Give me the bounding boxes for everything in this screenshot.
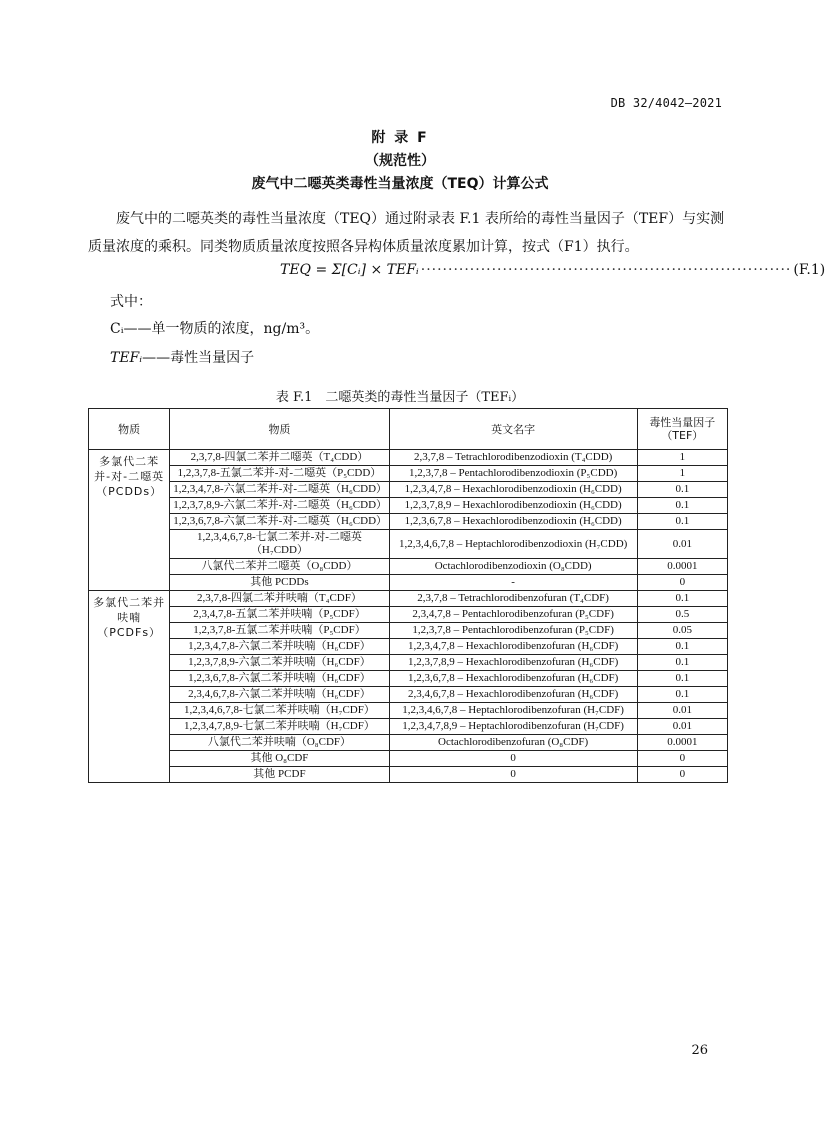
english-name-cell: 1,2,3,4,7,8,9 – Heptachlorodibenzofuran (H₇CDF) <box>389 719 637 735</box>
substance-cell: 1,2,3,7,8-五氯二苯并呋喃（P₅CDF） <box>170 623 389 639</box>
tef-definition <box>110 347 254 367</box>
appendix-title: 附 录 F <box>371 130 429 146</box>
header-english-name: 英文名字 <box>389 409 637 450</box>
english-name-cell: 1,2,3,4,7,8 – Hexachlorodibenzofuran (H₆CDF) <box>389 639 637 655</box>
english-name-cell: Octachlorodibenzofuran (O₈CDF) <box>389 735 637 751</box>
formula-number: (F.1) <box>793 262 825 278</box>
tef-cell: 0.1 <box>637 687 727 703</box>
ci-definition: Cᵢ——单一物质的浓度，ng/m³。 <box>110 321 320 337</box>
tef-cell: 0.01 <box>637 719 727 735</box>
english-name-cell: 1,2,3,4,6,7,8 – Heptachlorodibenzodioxin (H₇CDD) <box>389 530 637 559</box>
substance-cell: 1,2,3,4,7,8-六氯二苯并-对-二噁英（H₆CDD） <box>170 482 389 498</box>
table-row <box>89 735 728 751</box>
english-name-cell: 1,2,3,7,8,9 – Hexachlorodibenzodioxin (H₆CDD) <box>389 498 637 514</box>
tef-description: ——毒性当量因子 <box>142 350 255 366</box>
appendix-nature: （规范性） <box>365 153 435 169</box>
table-row <box>89 687 728 703</box>
table-row <box>89 466 728 482</box>
table-row <box>89 639 728 655</box>
tef-cell: 1 <box>637 466 727 482</box>
table-row <box>89 498 728 514</box>
table-row <box>89 607 728 623</box>
english-name-cell: Octachlorodibenzodioxin (O₈CDD) <box>389 559 637 575</box>
table-row <box>89 671 728 687</box>
substance-cell: 1,2,3,6,7,8-六氯二苯并-对-二噁英（H₆CDD） <box>170 514 389 530</box>
substance-cell: 其他 O₈CDF <box>170 751 389 767</box>
appendix-heading: 废气中二噁英类毒性当量浓度（TEQ）计算公式 <box>251 176 549 192</box>
tef-cell: 0.5 <box>637 607 727 623</box>
table-row <box>89 703 728 719</box>
table-row <box>89 559 728 575</box>
tef-cell: 0.01 <box>637 530 727 559</box>
table-row <box>89 514 728 530</box>
substance-cell: 2,3,7,8-四氯二苯并呋喃（T₄CDF） <box>170 591 389 607</box>
tef-cell: 0 <box>637 575 727 591</box>
substance-cell: 1,2,3,7,8,9-六氯二苯并-对-二噁英（H₆CDD） <box>170 498 389 514</box>
english-name-cell: 1,2,3,7,8 – Pentachlorodibenzofuran (P₅CDF) <box>389 623 637 639</box>
substance-cell: 其他 PCDF <box>170 767 389 783</box>
tef-cell: 0.1 <box>637 498 727 514</box>
table-row <box>89 482 728 498</box>
header-tef: 毒性当量因子（TEF） <box>637 409 727 450</box>
english-name-cell: - <box>389 575 637 591</box>
substance-cell: 其他 PCDDs <box>170 575 389 591</box>
formula-f1 <box>280 262 825 278</box>
english-name-cell: 1,2,3,4,6,7,8 – Heptachlorodibenzofuran (H₇CDF) <box>389 703 637 719</box>
formula-leader-dots: ···································································· <box>420 262 792 278</box>
where-label: 式中： <box>110 294 152 310</box>
tef-cell: 1 <box>637 450 727 466</box>
english-name-cell: 2,3,7,8 – Tetrachlorodibenzofuran (T₄CDF) <box>389 591 637 607</box>
table-row <box>89 719 728 735</box>
table-row <box>89 450 728 466</box>
formula-expression: TEQ = Σ[Cᵢ] × TEFᵢ <box>280 262 419 278</box>
tef-cell: 0.1 <box>637 591 727 607</box>
substance-cell: 1,2,3,4,7,8,9-七氯二苯并呋喃（H₇CDF） <box>170 719 389 735</box>
table-row <box>89 655 728 671</box>
substance-cell: 2,3,7,8-四氯二苯并二噁英（T₄CDD） <box>170 450 389 466</box>
tef-table <box>88 408 728 783</box>
table-row <box>89 575 728 591</box>
tef-cell: 0.0001 <box>637 735 727 751</box>
substance-cell: 1,2,3,4,6,7,8-七氯二苯并呋喃（H₇CDF） <box>170 703 389 719</box>
english-name-cell: 1,2,3,6,7,8 – Hexachlorodibenzodioxin (H₆CDD) <box>389 514 637 530</box>
table-caption: 表 F.1 二噁英类的毒性当量因子（TEFᵢ） <box>275 390 525 405</box>
english-name-cell: 1,2,3,7,8,9 – Hexachlorodibenzofuran (H₆CDF) <box>389 655 637 671</box>
english-name-cell: 1,2,3,6,7,8 – Hexachlorodibenzofuran (H₆CDF) <box>389 671 637 687</box>
document-code: DB 32/4042—2021 <box>610 96 722 110</box>
english-name-cell: 1,2,3,7,8 – Pentachlorodibenzodioxin (P₅CDD) <box>389 466 637 482</box>
table-row <box>89 530 728 559</box>
tef-cell: 0.1 <box>637 671 727 687</box>
english-name-cell: 1,2,3,4,7,8 – Hexachlorodibenzodioxin (H₆CDD) <box>389 482 637 498</box>
group-pcdds: 多氯代二苯并-对-二噁英（PCDDs） <box>89 450 170 591</box>
tef-symbol: TEFᵢ <box>110 350 143 366</box>
substance-cell: 1,2,3,7,8,9-六氯二苯并呋喃（H₆CDF） <box>170 655 389 671</box>
header-substance: 物质 <box>170 409 389 450</box>
substance-cell: 2,3,4,6,7,8-六氯二苯并呋喃（H₆CDF） <box>170 687 389 703</box>
table-row <box>89 623 728 639</box>
intro-paragraph: 废气中的二噁英类的毒性当量浓度（TEQ）通过附录表 F.1 表所给的毒性当量因子（TEF）与实测质量浓度的乘积。同类物质质量浓度按照各异构体质量浓度累加计算，按式（F1）执行。 <box>88 211 725 255</box>
table-header-row <box>89 409 728 450</box>
table-row <box>89 751 728 767</box>
tef-cell: 0.05 <box>637 623 727 639</box>
english-name-cell: 0 <box>389 767 637 783</box>
tef-cell: 0 <box>637 767 727 783</box>
substance-cell: 1,2,3,7,8-五氯二苯并-对-二噁英（P₅CDD） <box>170 466 389 482</box>
table-row <box>89 767 728 783</box>
table-row <box>89 591 728 607</box>
english-name-cell: 2,3,4,7,8 – Pentachlorodibenzofuran (P₅CDF) <box>389 607 637 623</box>
header-category: 物质 <box>89 409 170 450</box>
page-number: 26 <box>691 1043 708 1058</box>
tef-cell: 0 <box>637 751 727 767</box>
tef-cell: 0.1 <box>637 639 727 655</box>
substance-cell: 八氯代二苯并呋喃（O₈CDF） <box>170 735 389 751</box>
tef-cell: 0.1 <box>637 655 727 671</box>
tef-cell: 0.01 <box>637 703 727 719</box>
substance-cell: 1,2,3,6,7,8-六氯二苯并呋喃（H₆CDF） <box>170 671 389 687</box>
substance-cell: 1,2,3,4,7,8-六氯二苯并呋喃（H₆CDF） <box>170 639 389 655</box>
group-pcdfs: 多氯代二苯并呋喃（PCDFs） <box>89 591 170 783</box>
substance-cell: 2,3,4,7,8-五氯二苯并呋喃（P₅CDF） <box>170 607 389 623</box>
table-body <box>89 450 728 783</box>
tef-cell: 0.1 <box>637 514 727 530</box>
substance-cell: 八氯代二苯并二噁英（O₈CDD） <box>170 559 389 575</box>
english-name-cell: 0 <box>389 751 637 767</box>
tef-cell: 0.0001 <box>637 559 727 575</box>
english-name-cell: 2,3,7,8 – Tetrachlorodibenzodioxin (T₄CDD) <box>389 450 637 466</box>
tef-cell: 0.1 <box>637 482 727 498</box>
english-name-cell: 2,3,4,6,7,8 – Hexachlorodibenzofuran (H₆CDF) <box>389 687 637 703</box>
substance-cell: 1,2,3,4,6,7,8-七氯二苯并-对-二噁英（H₇CDD） <box>170 530 389 559</box>
